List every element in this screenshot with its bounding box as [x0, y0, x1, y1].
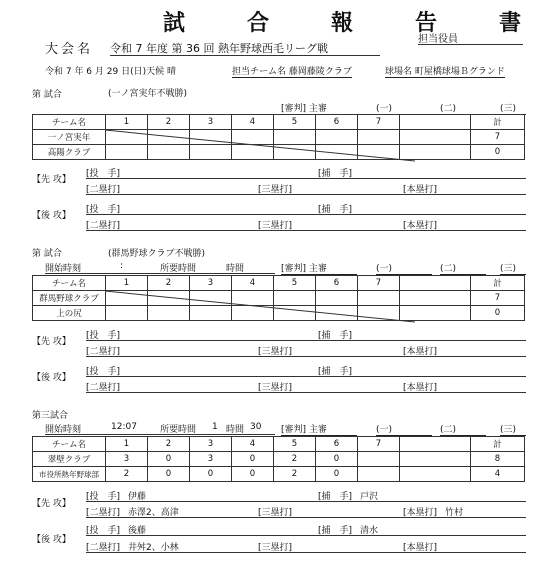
date-line: 令和 7 年 6 月 29 日(日)天候 晴	[45, 67, 176, 77]
header-total: 計	[471, 437, 525, 452]
inning-score	[358, 452, 400, 467]
game3-first-triple-label: [三塁打]	[258, 508, 293, 518]
officer-label: 担当役員	[418, 34, 458, 45]
game3-first-homer-label: [本塁打]	[403, 508, 438, 518]
header-inning-3: 3	[190, 276, 232, 291]
game3-duration-hours: 1	[212, 422, 218, 432]
inning-score: 0	[190, 467, 232, 482]
game3-first-catcher-label: [捕 手]	[318, 492, 353, 502]
header-inning-2: 2	[148, 115, 190, 130]
inning-score: 0	[232, 467, 274, 482]
inning-score: 2	[106, 467, 148, 482]
header-inning-5: 5	[274, 276, 316, 291]
game2-first-homer-label: [本塁打]	[403, 347, 438, 357]
game2-second-attack: 【後 攻】	[32, 373, 71, 383]
game1-first-triple-label: [三塁打]	[258, 185, 293, 195]
inning-score: 2	[274, 467, 316, 482]
header-team: チーム名	[33, 115, 106, 130]
game3-first-catcher: 戸沢	[360, 492, 379, 502]
inning-score: 3	[106, 452, 148, 467]
game1-second-attack: 【後 攻】	[32, 211, 71, 221]
rule	[86, 535, 526, 536]
rule	[86, 340, 526, 341]
header-inning-3: 3	[190, 115, 232, 130]
game1-second-double-label: [二塁打]	[86, 221, 121, 231]
inning-score: 0	[316, 452, 358, 467]
game3-u3: (三)	[500, 422, 526, 436]
header-inning-5: 5	[274, 437, 316, 452]
game3-first-pitcher-label: [投 手]	[86, 492, 121, 502]
table-row	[33, 452, 525, 467]
game2-umpire-label: [審判] 主審	[281, 261, 357, 275]
inning-score: 0	[148, 467, 190, 482]
game2-heading: 第 試合	[32, 249, 62, 259]
game3-duration-minutes: 30	[250, 422, 262, 432]
inning-score	[358, 467, 400, 482]
game2-note: (群馬野球クラブ不戦勝)	[108, 249, 206, 259]
officer-line	[418, 44, 523, 45]
tournament-name: 令和 7 年度 第 36 回 熱年野球西毛リーグ戦	[110, 42, 328, 55]
total-score: 7	[471, 130, 525, 145]
game3-u2: (二)	[440, 422, 486, 436]
forfeit-slash	[105, 130, 417, 162]
rule	[45, 434, 275, 435]
game1-first-attack: 【先 攻】	[32, 175, 71, 185]
game3-umpire-label: [審判] 主審	[281, 422, 357, 436]
header-inning-4: 4	[232, 437, 274, 452]
header-team: チーム名	[33, 276, 106, 291]
game2-hours-label: 時間	[226, 264, 245, 274]
game3-start: 12:07	[111, 422, 137, 432]
game2-u1: (一)	[376, 261, 432, 275]
header-inning-7: 7	[358, 437, 400, 452]
game3-first-double: 赤澤2、高津	[128, 508, 179, 518]
header-inning-5: 5	[274, 115, 316, 130]
total-score: 0	[471, 145, 525, 160]
header-total: 計	[471, 115, 525, 130]
team-name: 翠壁クラブ	[33, 452, 106, 467]
rule	[86, 178, 526, 179]
header-inning-4: 4	[232, 276, 274, 291]
total-score: 4	[471, 467, 525, 482]
blank-cell	[400, 467, 471, 482]
game1-u1: (一)	[376, 101, 432, 115]
total-score: 8	[471, 452, 525, 467]
game2-second-catcher-label: [捕 手]	[318, 367, 353, 377]
tournament-label: 大会名	[45, 42, 94, 57]
rule	[86, 230, 526, 231]
total-score: 7	[471, 291, 525, 306]
game3-start-label: 開始時刻	[45, 425, 82, 435]
header-inning-1: 1	[106, 276, 148, 291]
game3-scoreboard	[32, 436, 525, 482]
venue: 球場名 町屋橋球場Ｂグランド	[385, 64, 505, 78]
game1-heading: 第 試合	[32, 90, 62, 100]
game3-first-homer: 竹村	[445, 508, 464, 518]
total-score: 0	[471, 306, 525, 321]
game3-second-attack: 【後 攻】	[32, 535, 71, 545]
game3-second-catcher: 清水	[360, 526, 379, 536]
blank-cell	[400, 452, 471, 467]
game2-start-label: 開始時刻	[45, 264, 82, 274]
team-name: 上の尻	[33, 306, 106, 321]
game1-first-double-label: [二塁打]	[86, 185, 121, 195]
header-blank	[400, 276, 471, 291]
header-inning-4: 4	[232, 115, 274, 130]
header-inning-6: 6	[316, 115, 358, 130]
table-row	[33, 467, 525, 482]
game1-second-triple-label: [三塁打]	[258, 221, 293, 231]
header-team: チーム名	[33, 437, 106, 452]
rule	[86, 552, 526, 553]
game2-second-pitcher-label: [投 手]	[86, 367, 121, 377]
header-blank	[400, 115, 471, 130]
rule	[86, 356, 526, 357]
game2-second-double-label: [二塁打]	[86, 383, 121, 393]
header-inning-1: 1	[106, 437, 148, 452]
game1-second-pitcher-label: [投 手]	[86, 205, 121, 215]
team-name: 一ノ宮実年	[33, 130, 106, 145]
game3-duration-label: 所要時間	[160, 425, 197, 435]
inning-score: 0	[232, 452, 274, 467]
game1-second-catcher-label: [捕 手]	[318, 205, 353, 215]
header-inning-2: 2	[148, 437, 190, 452]
forfeit-slash	[105, 291, 417, 323]
rule	[86, 214, 526, 215]
game2-second-triple-label: [三塁打]	[258, 383, 293, 393]
game1-first-pitcher-label: [投 手]	[86, 169, 121, 179]
rule	[86, 392, 526, 393]
header-blank	[400, 437, 471, 452]
game2-u3: (三)	[500, 261, 526, 275]
game1-u3: (三)	[500, 101, 526, 115]
game2-first-attack: 【先 攻】	[32, 337, 71, 347]
game3-u1: (一)	[376, 422, 432, 436]
team-in-charge: 担当チーム名 藤岡藤陵クラブ	[232, 64, 352, 78]
header-inning-3: 3	[190, 437, 232, 452]
game3-second-homer-label: [本塁打]	[403, 543, 438, 553]
game3-second-double-label: [二塁打]	[86, 543, 121, 553]
game3-second-pitcher: 後藤	[128, 526, 147, 536]
game1-second-homer-label: [本塁打]	[403, 221, 438, 231]
team-name: 市役所熱年野球部	[33, 467, 106, 482]
header-inning-6: 6	[316, 276, 358, 291]
game2-first-triple-label: [三塁打]	[258, 347, 293, 357]
game2-first-pitcher-label: [投 手]	[86, 331, 121, 341]
game3-hours-label: 時間	[226, 425, 245, 435]
game3-heading: 第三試合	[32, 411, 69, 421]
inning-score: 2	[274, 452, 316, 467]
header-inning-1: 1	[106, 115, 148, 130]
game1-first-homer-label: [本塁打]	[403, 185, 438, 195]
header-inning-7: 7	[358, 115, 400, 130]
game3-second-catcher-label: [捕 手]	[318, 526, 353, 536]
inning-score: 0	[148, 452, 190, 467]
header-inning-7: 7	[358, 276, 400, 291]
game2-second-homer-label: [本塁打]	[403, 383, 438, 393]
inning-score: 3	[190, 452, 232, 467]
team-name: 高陽クラブ	[33, 145, 106, 160]
game3-second-pitcher-label: [投 手]	[86, 526, 121, 536]
rule	[86, 501, 526, 502]
game2-first-double-label: [二塁打]	[86, 347, 121, 357]
game1-note: (一ノ宮実年不戦勝)	[108, 89, 188, 99]
game2-u2: (二)	[440, 261, 486, 275]
inning-score: 0	[316, 467, 358, 482]
game3-second-double: 井舛2、小林	[128, 543, 179, 553]
game2-duration-label: 所要時間	[160, 264, 197, 274]
game2-start: :	[120, 261, 124, 271]
game2-first-catcher-label: [捕 手]	[318, 331, 353, 341]
game3-second-triple-label: [三塁打]	[258, 543, 293, 553]
game3-first-attack: 【先 攻】	[32, 499, 71, 509]
report-title: 試 合 報 告 書	[163, 10, 542, 36]
header-inning-2: 2	[148, 276, 190, 291]
game1-first-catcher-label: [捕 手]	[318, 169, 353, 179]
rule	[45, 273, 275, 274]
tournament-underline	[110, 55, 380, 56]
game3-first-pitcher: 伊藤	[128, 492, 147, 502]
game1-umpire-label: [審判] 主審	[281, 101, 357, 115]
rule	[86, 376, 526, 377]
header-total: 計	[471, 276, 525, 291]
header-inning-6: 6	[316, 437, 358, 452]
team-name: 群馬野球クラブ	[33, 291, 106, 306]
rule	[86, 517, 526, 518]
game3-first-double-label: [二塁打]	[86, 508, 121, 518]
rule	[86, 194, 526, 195]
game1-u2: (二)	[440, 101, 486, 115]
